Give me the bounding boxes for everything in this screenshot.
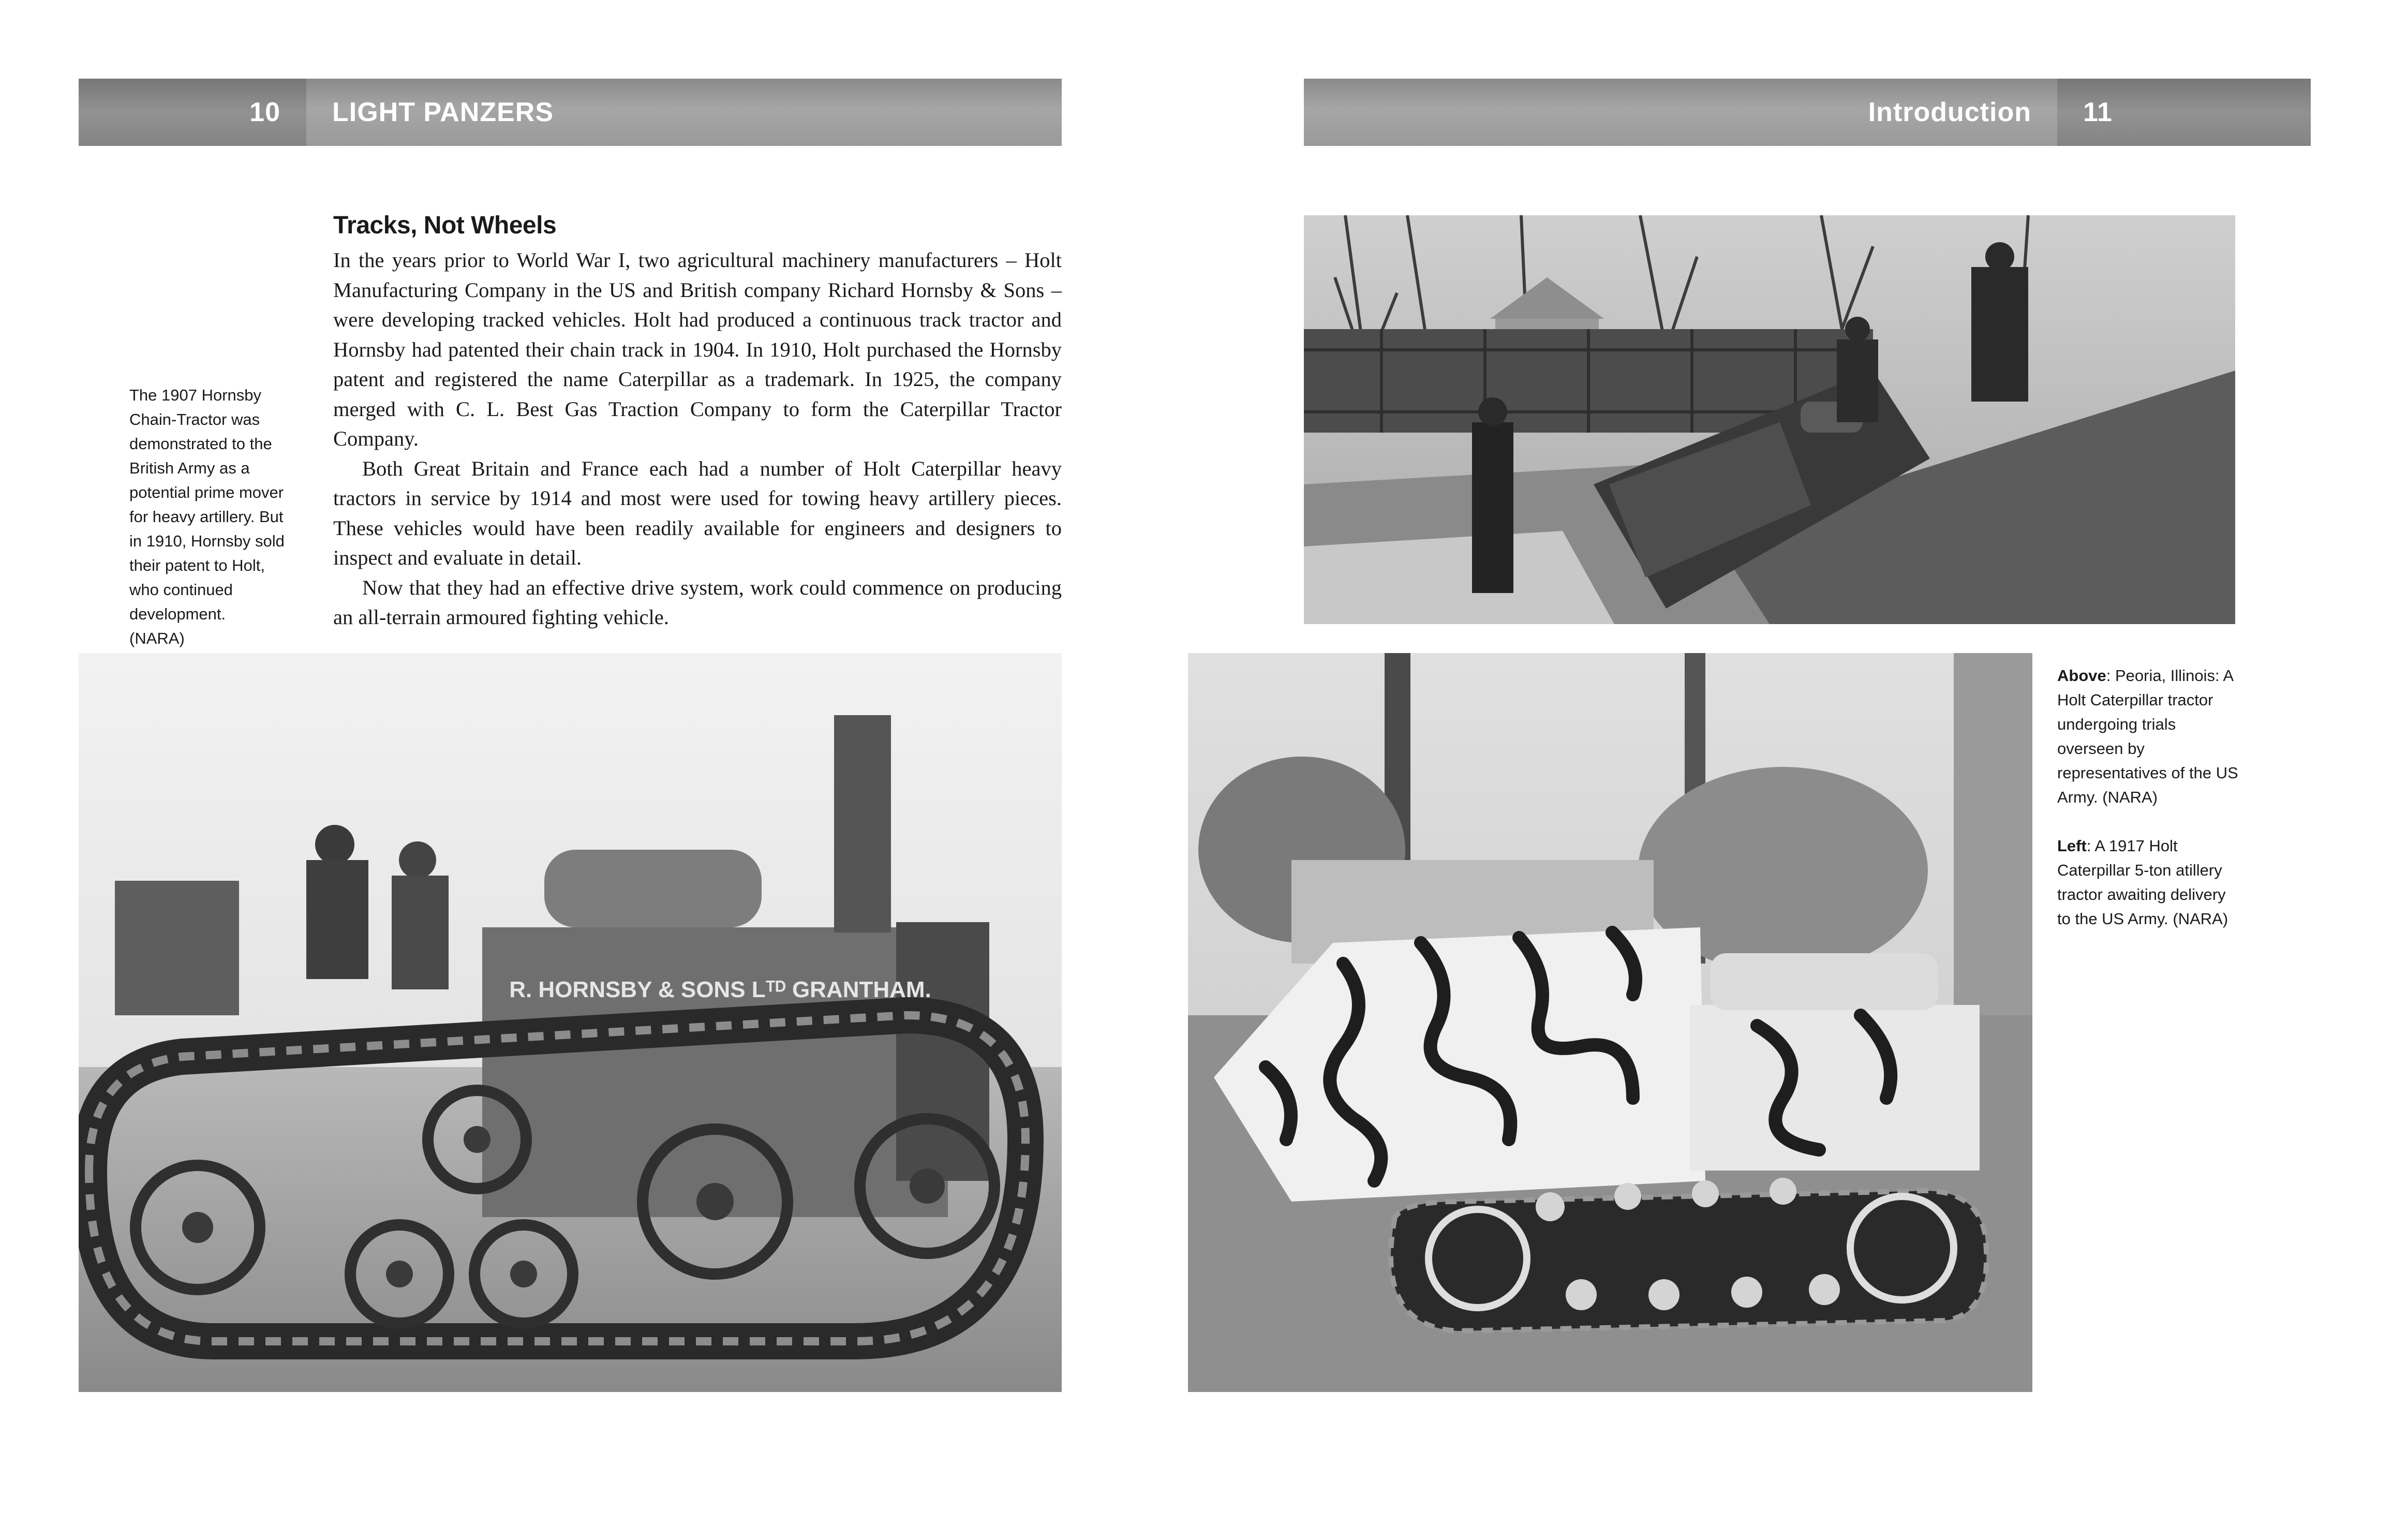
header-right-bar: [2057, 79, 2311, 146]
caption-right: [2057, 663, 2243, 931]
body-text: [333, 245, 1062, 632]
page-number-right: 11: [2083, 97, 2113, 127]
caption-above-text: : Peoria, Illinois: A Holt Caterpillar tractor undergoing trials overseen by representatives of the US Army. (NARA): [2057, 667, 2238, 806]
caption-above: [2057, 663, 2243, 809]
page-number-left: 10: [249, 97, 280, 127]
caption-left-label: Left: [2057, 837, 2087, 855]
caption-left-photo: [2057, 834, 2243, 931]
section-heading: Tracks, Not Wheels: [333, 212, 557, 239]
running-head-left: LIGHT PANZERS: [332, 97, 554, 127]
header-right-title-bar: [1304, 79, 2057, 146]
photo-peoria-holt-trials: [1304, 215, 2235, 624]
body-paragraph: In the years prior to World War I, two agricultural machinery manufacturers – Holt Manufacturing Company in the US and British company Richard Hornsby & Sons – were developing tracked vehicles. Holt had produced a continuous track tractor and Hornsby had patented their chain track in 1904. In 1910, Holt purchased the Hornsby patent and registered the name Caterpillar as a trademark. In 1925, the company merged with C. L. Best Gas Traction Company to form the Caterpillar Tractor Company.: [333, 248, 1062, 450]
caption-above-label: Above: [2057, 667, 2106, 685]
tractor-lettering: R. HORNSBY & SONS Lᵀᴰ GRANTHAM.: [509, 977, 931, 1002]
running-head-right: Introduction: [1868, 97, 2031, 127]
photo-hornsby-chain-tractor: [79, 653, 1062, 1392]
body-paragraph: Now that they had an effective drive system, work could commence on producing an all-terrain armoured fighting vehicle.: [333, 575, 1062, 629]
caption-left-text: : A 1917 Holt Caterpillar 5-ton atillery tractor awaiting delivery to the US Army. (NARA): [2057, 837, 2228, 928]
photo-holt-1917-tractor: [1188, 653, 2032, 1392]
caption-hornsby: The 1907 Hornsby Chain-Tractor was demonstrated to the British Army as a potential prime mover for heavy artillery. But in 1910, Hornsby sold their patent to Holt, who continued development. (NARA): [129, 386, 285, 647]
header-left-bar: [79, 79, 306, 146]
header-left-title-bar: [306, 79, 1062, 146]
body-paragraph: Both Great Britain and France each had a number of Holt Caterpillar heavy tractors in service by 1914 and most were used for towing heavy artillery pieces. These vehicles would have been readily available for engineers and designers to inspect and evaluate in detail.: [333, 456, 1062, 569]
